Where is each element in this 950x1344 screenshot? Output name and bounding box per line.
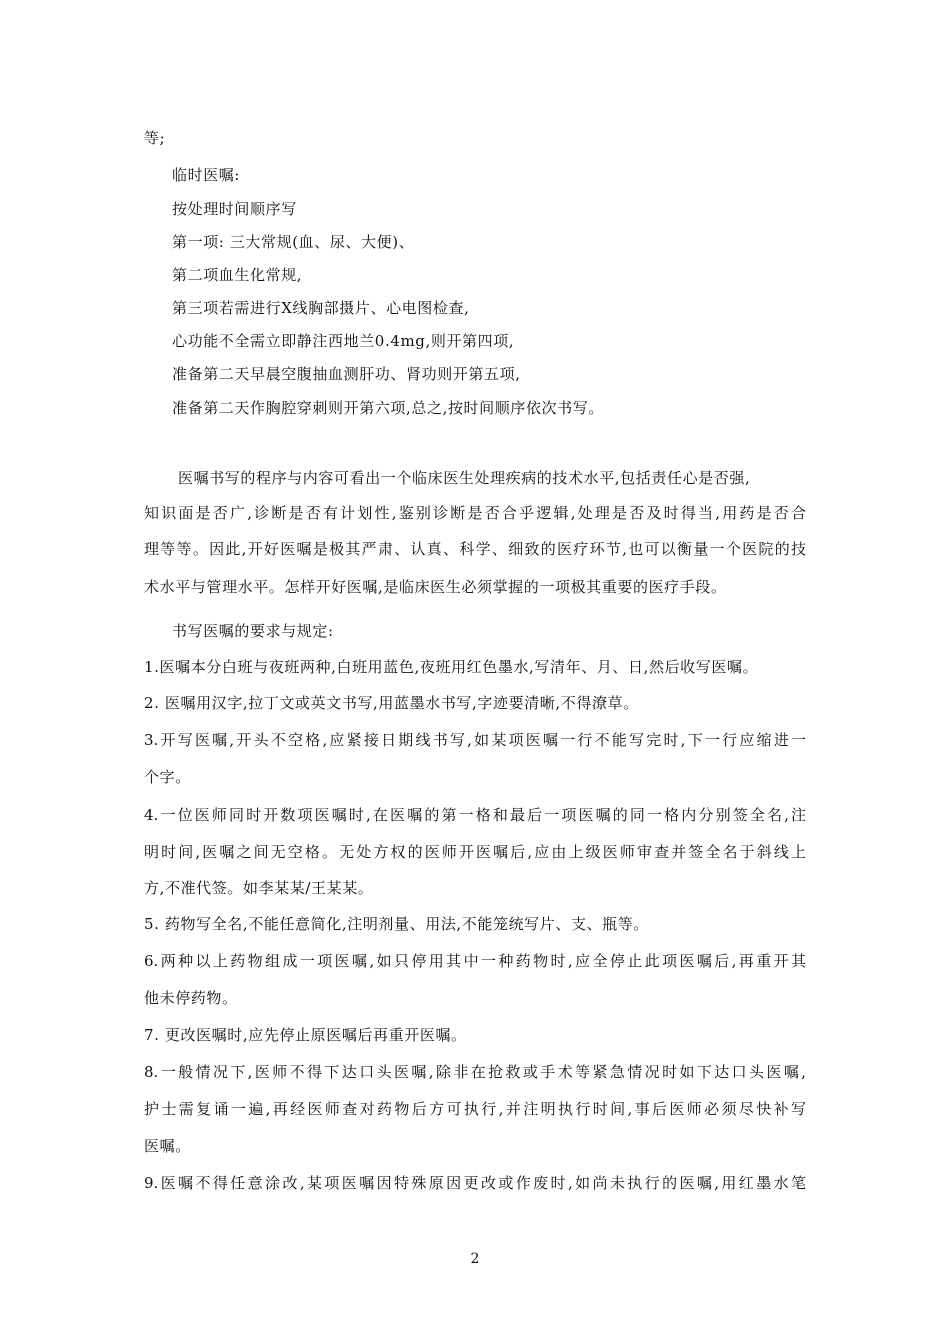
paragraph-line: 知识面是否广,诊断是否有计划性,鉴别诊断是否合乎逻辑,处理是否及时得当,用药是否合 [144,504,806,522]
paragraph-line: 理等等。因此,开好医嘱是极其严肃、认真、科学、细致的医疗环节,也可以衡量一个医院的技 [144,540,806,558]
text-line: 第三项若需进行X线胸部摄片、心电图检查, [172,299,470,317]
rule-item-continued: 个字。 [144,768,191,786]
text-line: 准备第二天作胸腔穿刺则开第六项,总之,按时间顺序依次书写。 [172,399,604,417]
rule-item: 3.开写医嘱,开头不空格,应紧接日期线书写,如某项医嘱一行不能写完时,下一行应缩进一 [144,731,806,749]
rule-item-continued: 护士需复诵一遍,再经医师查对药物后方可执行,并注明执行时间,事后医师必须尽快补写 [144,1100,806,1118]
rule-item-continued: 医嘱。 [144,1137,191,1155]
rule-item: 4.一位医师同时开数项医嘱时,在医嘱的第一格和最后一项医嘱的同一格内分别签全名,注 [144,806,806,824]
page-number: 2 [470,1251,480,1267]
rule-item: 9.医嘱不得任意涂改,某项医嘱因特殊原因更改或作废时,如尚未执行的医嘱,用红墨水笔 [144,1174,806,1192]
text-line: 第二项血生化常规, [172,266,303,284]
rule-item-continued: 明时间,医嘱之间无空格。无处方权的医师开医嘱后,应由上级医师审查并签全名于斜线上 [144,843,806,861]
text-line: 按处理时间顺序写 [172,200,297,218]
rule-item: 5. 药物写全名,不能任意简化,注明剂量、用法,不能笼统写片、支、瓶等。 [144,915,649,933]
rule-item: 6.两种以上药物组成一项医嘱,如只停用其中一种药物时,应全停止此项医嘱后,再重开其 [144,952,806,970]
paragraph-line: 术水平与管理水平。怎样开好医嘱,是临床医生必须掌握的一项极其重要的医疗手段。 [144,578,727,596]
text-line: 心功能不全需立即静注西地兰0.4mg,则开第四项, [172,332,515,350]
rule-item: 8.一般情况下,医师不得下达口头医嘱,除非在抢救或手术等紧急情况时如下达口头医嘱, [144,1063,806,1081]
text-line: 准备第二天早晨空腹抽血测肝功、肾功则开第五项, [172,365,521,383]
heading-requirements: 书写医嘱的要求与规定: [172,622,334,640]
rule-item: 1.医嘱本分白班与夜班两种,白班用蓝色,夜班用红色墨水,写清年、月、日,然后收写医嘱。 [144,658,759,676]
heading-temporary-orders: 临时医嘱: [172,166,241,184]
text-line: 等; [144,129,166,147]
rule-item-continued: 他未停药物。 [144,989,238,1007]
rule-item: 2. 医嘱用汉字,拉丁文或英文书写,用蓝墨水书写,字迹要清晰,不得潦草。 [144,694,639,712]
rule-item: 7. 更改医嘱时,应先停止原医嘱后再重开医嘱。 [144,1026,467,1044]
paragraph-line: 医嘱书写的程序与内容可看出一个临床医生处理疾病的技术水平,包括责任心是否强, [178,469,751,487]
rule-item-continued: 方,不准代签。如李某某/王某某。 [144,879,374,897]
text-line: 第一项: 三大常规(血、尿、大便)、 [172,233,415,251]
